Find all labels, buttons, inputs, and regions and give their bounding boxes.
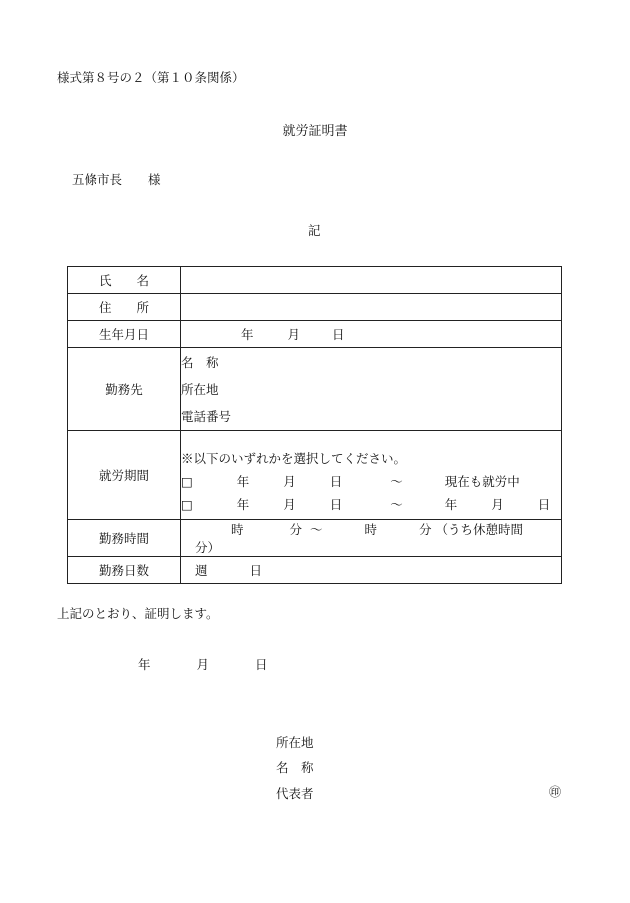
row-address bbox=[68, 294, 562, 321]
hours-field[interactable] bbox=[181, 520, 562, 557]
row-period bbox=[68, 431, 562, 520]
birth-month-unit: 月 bbox=[287, 327, 301, 342]
period-instruction: ※以下のいずれかを選択してください。 bbox=[181, 450, 407, 466]
addressee bbox=[72, 170, 161, 188]
issuer-name-label: 名 称 bbox=[276, 760, 314, 775]
period-option-range[interactable] bbox=[181, 493, 561, 516]
hours-end-minute: 分 bbox=[419, 522, 432, 537]
checkbox-current[interactable]: □ bbox=[181, 473, 193, 489]
document-title: 就労証明書 bbox=[282, 124, 348, 139]
hours-start-hour: 時 bbox=[231, 522, 244, 537]
period-field bbox=[181, 431, 562, 520]
workplace-phone-label: 電話番号 bbox=[181, 408, 232, 424]
birthdate-label: 生年月日 bbox=[68, 321, 181, 348]
period2-month: 月 bbox=[283, 496, 296, 512]
hours-break-prefix: （うち休憩時間 bbox=[435, 522, 524, 537]
name-label: 氏 名 bbox=[68, 267, 181, 294]
period1-month: 月 bbox=[283, 473, 296, 489]
ki-label: 記 bbox=[308, 223, 321, 238]
issuer-address-label: 所在地 bbox=[276, 735, 314, 750]
signature-date[interactable] bbox=[138, 655, 268, 673]
form-number: 様式第８号の２（第１０条関係） bbox=[57, 70, 245, 85]
checkbox-range[interactable]: □ bbox=[181, 496, 193, 512]
days-label: 勤務日数 bbox=[68, 557, 181, 584]
period2-end-year: 年 bbox=[444, 496, 458, 512]
hours-end-hour: 時 bbox=[364, 522, 378, 537]
days-day-unit: 日 bbox=[249, 563, 263, 578]
birthdate-field[interactable] bbox=[181, 321, 562, 348]
workplace-name-label: 名 称 bbox=[181, 354, 219, 370]
row-days bbox=[68, 557, 562, 584]
days-week-unit: 週 bbox=[195, 563, 208, 578]
birth-day-unit: 日 bbox=[332, 327, 345, 342]
address-label: 住 所 bbox=[68, 294, 181, 321]
row-name bbox=[68, 267, 562, 294]
addressee-name: 五條市長 bbox=[72, 172, 123, 187]
row-workplace bbox=[68, 348, 562, 431]
certify-text: 上記のとおり、証明します。 bbox=[57, 606, 219, 621]
sig-month-unit: 月 bbox=[196, 657, 210, 672]
workplace-field[interactable] bbox=[181, 348, 562, 431]
workplace-address-label: 所在地 bbox=[181, 381, 219, 397]
period-option-current[interactable] bbox=[181, 470, 561, 493]
addressee-honorific: 様 bbox=[148, 172, 161, 187]
row-birthdate bbox=[68, 321, 562, 348]
sig-year-unit: 年 bbox=[138, 657, 151, 672]
sig-day-unit: 日 bbox=[255, 657, 268, 672]
period1-current-text: 現在も就労中 bbox=[444, 473, 520, 489]
address-field[interactable] bbox=[181, 294, 562, 321]
issuer-rep-label: 代表者 bbox=[276, 786, 314, 801]
hours-label: 勤務時間 bbox=[68, 520, 181, 557]
period2-tilde: ～ bbox=[390, 496, 403, 512]
period1-day: 日 bbox=[329, 473, 343, 489]
row-hours bbox=[68, 520, 562, 557]
name-field[interactable] bbox=[181, 267, 562, 294]
seal-icon: ㊞ bbox=[549, 785, 562, 799]
hours-start-minute: 分 bbox=[289, 522, 303, 537]
hours-tilde: ～ bbox=[310, 522, 323, 537]
period2-end-day: 日 bbox=[537, 496, 551, 512]
birth-year-unit: 年 bbox=[241, 327, 254, 342]
period2-year: 年 bbox=[236, 496, 250, 512]
hours-break-suffix: 分） bbox=[195, 540, 221, 555]
period2-day: 日 bbox=[329, 496, 343, 512]
days-field[interactable] bbox=[181, 557, 562, 584]
period1-year: 年 bbox=[236, 473, 250, 489]
workplace-label: 勤務先 bbox=[68, 348, 181, 431]
employment-form-table bbox=[67, 266, 562, 584]
period1-tilde: ～ bbox=[390, 473, 403, 489]
period-label: 就労期間 bbox=[68, 431, 181, 520]
period2-end-month: 月 bbox=[491, 496, 504, 512]
